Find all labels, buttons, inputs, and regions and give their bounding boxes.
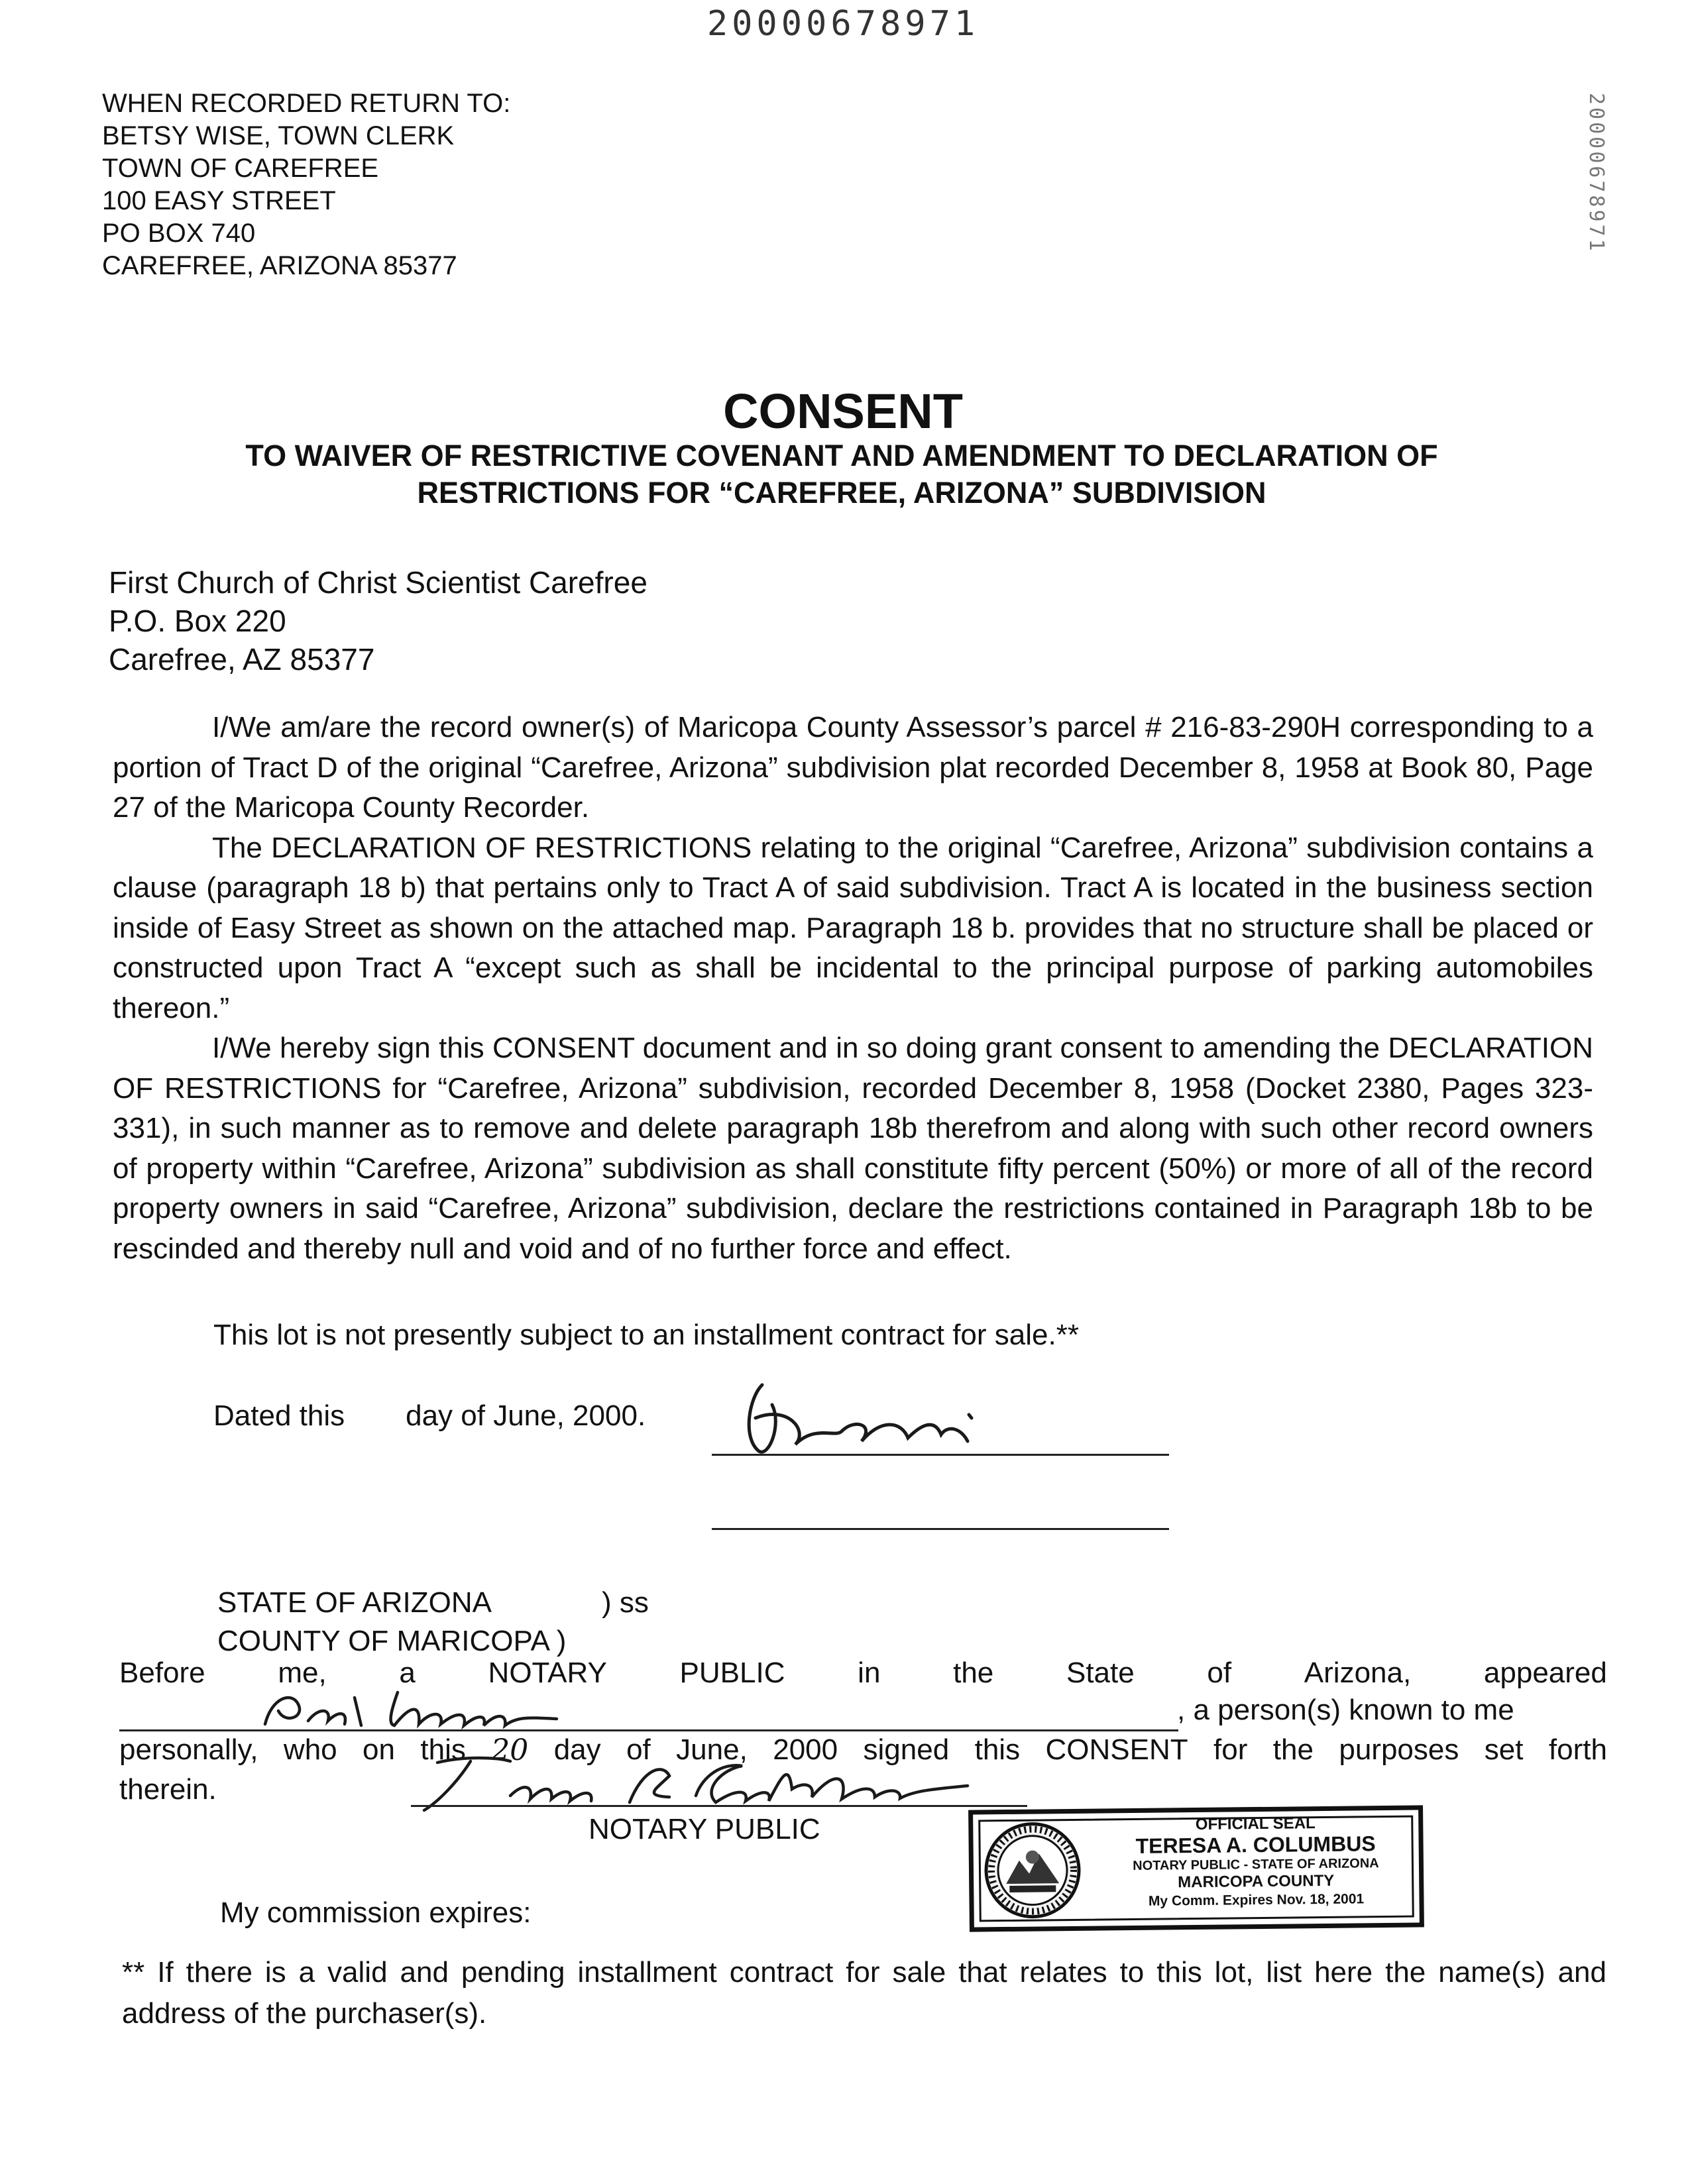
seal-line-1: OFFICIAL SEAL <box>1195 1814 1316 1834</box>
return-line: CAREFREE, ARIZONA 85377 <box>102 251 457 280</box>
therein-text: therein. <box>119 1773 217 1806</box>
return-heading: WHEN RECORDED RETURN TO: <box>102 89 511 118</box>
state-seal-emblem-icon <box>982 1820 1083 1921</box>
side-recording-stamp: 20000678971 <box>1585 93 1608 254</box>
return-address-block <box>102 87 510 282</box>
county-line: COUNTY OF MARICOPA ) <box>217 1625 567 1657</box>
seal-line-4: MARICOPA COUNTY <box>1178 1871 1335 1892</box>
word: PUBLIC <box>679 1657 785 1689</box>
return-line: BETSY WISE, TOWN CLERK <box>102 121 455 150</box>
state-line <box>217 1586 649 1619</box>
installment-statement: This lot is not presently subject to an installment contract for sale.** <box>213 1319 1079 1351</box>
word: set <box>1484 1733 1524 1766</box>
body-paragraph-1: I/We am/are the record owner(s) of Maricopa County Assessor’s parcel # 216-83-290H corresponding to a portion of Tract D of the original “Carefree, Arizona” subdivision plat recorded December 8, 1958 at Book 80, Page 27 of the Maricopa County Recorder. <box>113 711 1593 824</box>
return-line: PO BOX 740 <box>102 219 256 248</box>
owner-address-2: Carefree, AZ 85377 <box>109 642 375 677</box>
known-to-me-text: , a person(s) known to me <box>1177 1694 1514 1726</box>
document-subtitle: TO WAIVER OF RESTRICTIVE COVENANT AND AMENDMENT TO DECLARATION OF RESTRICTIONS FOR “CAREFREE, ARIZONA” SUBDIVISION <box>245 439 1438 510</box>
word: NOTARY <box>488 1657 607 1689</box>
word: the <box>1272 1733 1314 1766</box>
dated-line <box>213 1399 646 1433</box>
word: this <box>420 1733 466 1766</box>
footnote: ** If there is a valid and pending installment contract for sale that relates to this lot, list here the name(s) and address of the purchaser(s). <box>122 1956 1606 2030</box>
owner-signature-line <box>712 1454 1169 1456</box>
appeared-name-line <box>119 1729 1178 1731</box>
body-paragraph-3: I/We hereby sign this CONSENT document and in so doing grant consent to amending the DECLARATION OF RESTRICTIONS for “Carefree, Arizona” subdivision, recorded December 8, 1958 (Docket 2380, Pages 323-331), in such manner as to remove and delete paragraph 18b therefrom and along with such other record owners of property within “Carefree, Arizona” subdivision as shall constitute fifty percent (50%) or more of all of the record property owners in said “Carefree, Arizona” subdivision, declare the restrictions contained in Paragraph 18b to be rescinded and thereby null and void and of no further force and effect. <box>113 1032 1593 1265</box>
word: purposes <box>1339 1733 1459 1766</box>
seal-line-2: TERESA A. COLUMBUS <box>1135 1831 1376 1858</box>
owner-name: First Church of Christ Scientist Carefree <box>109 565 647 600</box>
commission-expires: My commission expires: <box>220 1896 532 1929</box>
word: State <box>1066 1657 1135 1689</box>
notary-public-label: NOTARY PUBLIC <box>589 1813 820 1845</box>
word: signed <box>863 1733 950 1766</box>
word: me, <box>278 1657 327 1689</box>
notary-seal <box>968 1805 1424 1932</box>
seal-line-5: My Comm. Expires Nov. 18, 2001 <box>1148 1891 1365 1909</box>
word: of <box>626 1733 651 1766</box>
word: 2000 <box>773 1733 838 1766</box>
word: for <box>1213 1733 1248 1766</box>
return-line: TOWN OF CAREFREE <box>102 154 379 183</box>
consent-body <box>113 708 1593 1269</box>
owner-block <box>109 563 647 679</box>
personally-line <box>119 1733 1607 1767</box>
word: day <box>553 1733 601 1766</box>
word: CONSENT <box>1045 1733 1188 1766</box>
word: personally, <box>119 1733 258 1766</box>
word: of <box>1207 1657 1232 1689</box>
seal-line-3: NOTARY PUBLIC - STATE OF ARIZONA <box>1133 1856 1379 1874</box>
word: in <box>858 1657 881 1689</box>
handwritten-day: 20 <box>491 1733 529 1767</box>
word: Before <box>119 1657 205 1689</box>
word: the <box>953 1657 994 1689</box>
state-text: STATE OF ARIZONA <box>217 1586 492 1619</box>
body-paragraph-2: The DECLARATION OF RESTRICTIONS relating to the original “Carefree, Arizona” subdivision contains a clause (paragraph 18 b) that pertains only to Tract A of said subdivision. Tract A is located in the business section inside of Easy Street as shown on the attached map. Paragraph 18 b. provides that no structure shall be placed or constructed upon Tract A “except such as shall be incidental to the principal purpose of parking automobiles thereon.” <box>113 831 1593 1024</box>
word: Arizona, <box>1304 1657 1412 1689</box>
word: on <box>363 1733 395 1766</box>
before-me-line <box>119 1657 1607 1690</box>
notary-signature-line <box>411 1805 1027 1807</box>
word: who <box>283 1733 337 1766</box>
document-title: CONSENT <box>723 384 963 439</box>
ss-text: ) ss <box>602 1586 649 1619</box>
second-signature-line <box>712 1528 1169 1530</box>
word: a <box>399 1657 416 1689</box>
word: June, <box>676 1733 748 1766</box>
seal-text <box>1099 1814 1412 1912</box>
owner-signature <box>709 1378 1001 1464</box>
word: appeared <box>1483 1657 1607 1689</box>
dated-suffix: day of June, 2000. <box>406 1399 646 1432</box>
owner-address-1: P.O. Box 220 <box>109 604 286 638</box>
word: forth <box>1548 1733 1607 1766</box>
dated-prefix: Dated this <box>213 1399 345 1432</box>
word: this <box>974 1733 1021 1766</box>
recording-number: 20000678971 <box>706 4 980 44</box>
return-line: 100 EASY STREET <box>102 186 336 215</box>
